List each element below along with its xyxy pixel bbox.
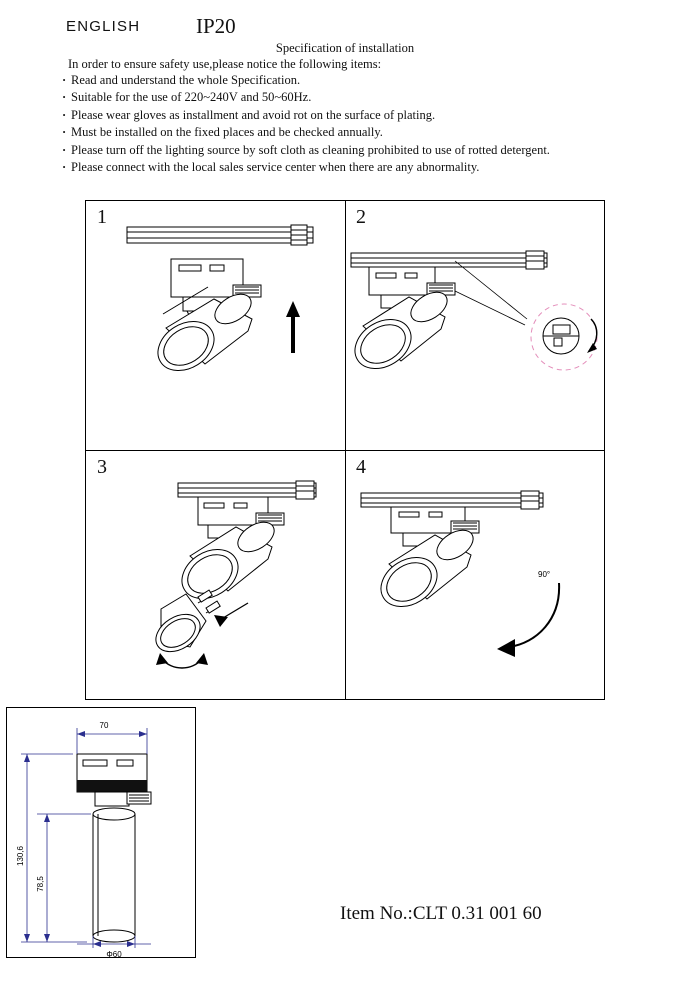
list-item: · Suitable for the use of 220~240V and 50~60Hz.	[62, 89, 682, 106]
step-number: 2	[356, 206, 366, 228]
list-item: · Please turn off the lighting source by soft cloth as cleaning prohibited to use of rotted detergent.	[62, 142, 682, 159]
step-number: 3	[97, 456, 107, 478]
swing-arrow	[509, 583, 559, 647]
page-title: Specification of installation	[275, 41, 415, 55]
step-4-diagram	[345, 451, 604, 700]
intro-text: In order to ensure safety use,please notice the following items:	[68, 57, 382, 71]
direction-arrow-up	[286, 301, 300, 353]
step-cell-3	[86, 451, 345, 700]
step-1-diagram	[86, 201, 345, 450]
dimension-width-label: 70	[99, 721, 109, 730]
safety-bullet-list	[62, 72, 682, 176]
ip-rating-label: IP20	[196, 14, 236, 38]
step-2-diagram	[345, 201, 604, 450]
step-number: 1	[97, 206, 107, 228]
list-item: · Please wear gloves as installment and avoid rot on the surface of plating.	[62, 107, 682, 124]
dimension-drawing-svg	[7, 708, 197, 959]
header	[0, 0, 690, 190]
dimension-partial-height-label: 78,5	[36, 876, 45, 892]
list-item: · Read and understand the whole Specification.	[62, 72, 682, 89]
angle-annotation: 90°	[538, 570, 551, 579]
step-cell-4	[345, 451, 604, 700]
dimension-drawing	[6, 707, 196, 958]
step-cell-2	[345, 201, 604, 450]
language-label: ENGLISH	[66, 18, 141, 35]
list-item: · Must be installed on the fixed places and be checked annually.	[62, 124, 682, 141]
step-3-diagram	[86, 451, 345, 700]
item-number: Item No.:CLT 0.31 001 60	[340, 903, 542, 924]
installation-steps-grid	[85, 200, 605, 700]
dimension-diameter-label: Φ60	[106, 950, 122, 959]
step-number: 4	[356, 456, 366, 478]
twist-arrow	[162, 659, 202, 668]
list-item: · Please connect with the local sales service center when there are any abnormality.	[62, 159, 682, 176]
step-cell-1	[86, 201, 345, 450]
dimension-total-height-label: 130,6	[16, 845, 25, 867]
